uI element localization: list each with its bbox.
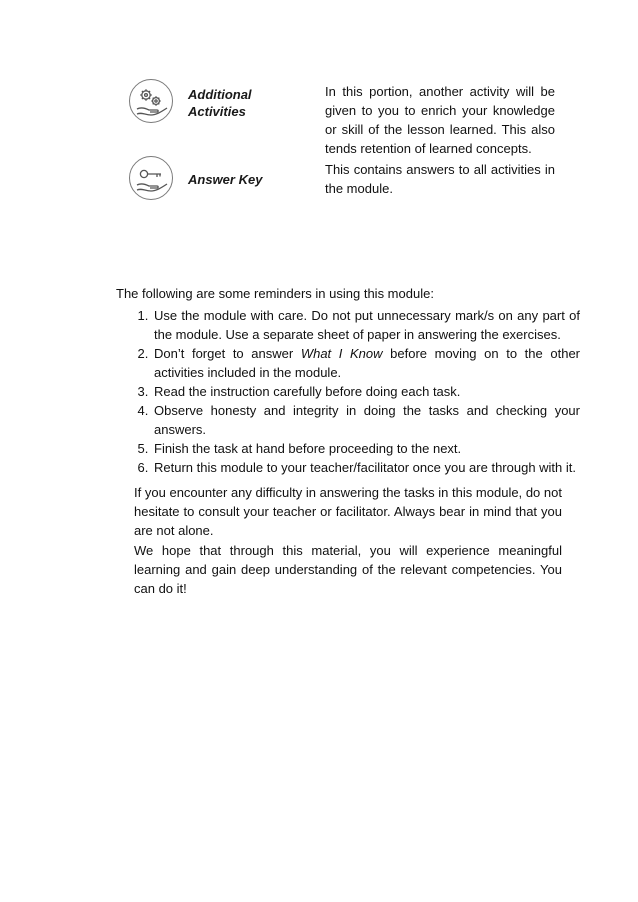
what-i-know-emphasis: What I Know xyxy=(300,346,383,361)
key-on-hand-icon xyxy=(129,156,173,200)
closing-paragraph: We hope that through this material, you will experience meaningful learning and gain deep understanding of the relevant competencies. You can do it! xyxy=(134,543,562,596)
list-item: 5. Finish the task at hand before proceeding to the next. xyxy=(152,439,580,458)
gears-on-hand-icon xyxy=(129,79,173,123)
answer-key-description: This contains answers to all activities in the module. xyxy=(325,162,555,196)
list-item: 2. Don’t forget to answer What I Know before moving on to the other activities included in the module. xyxy=(152,344,580,382)
list-item: 1. Use the module with care. Do not put unnecessary mark/s on any part of the module. Use a separate sheet of paper in answering the exercises. xyxy=(152,306,580,344)
difficulty-paragraph: If you encounter any difficulty in answering the tasks in this module, do not hesitate to consult your teacher or facilitator. Always bear in mind that you are not alone. xyxy=(134,485,562,538)
list-item: 3. Read the instruction carefully before doing each task. xyxy=(152,382,580,401)
reminders-list xyxy=(134,306,580,477)
list-item: 4. Observe honesty and integrity in doing the tasks and checking your answers. xyxy=(152,401,580,439)
reminders-intro: The following are some reminders in using this module: xyxy=(116,286,434,301)
additional-activities-description: In this portion, another activity will be given to you to enrich your knowledge or skill of the lesson learned. This also tends retention of learned concepts. xyxy=(325,84,555,156)
additional-activities-label: Additional Activities xyxy=(188,87,252,119)
answer-key-label: Answer Key xyxy=(188,172,263,187)
list-item: 6. Return this module to your teacher/facilitator once you are through with it. xyxy=(152,458,580,477)
